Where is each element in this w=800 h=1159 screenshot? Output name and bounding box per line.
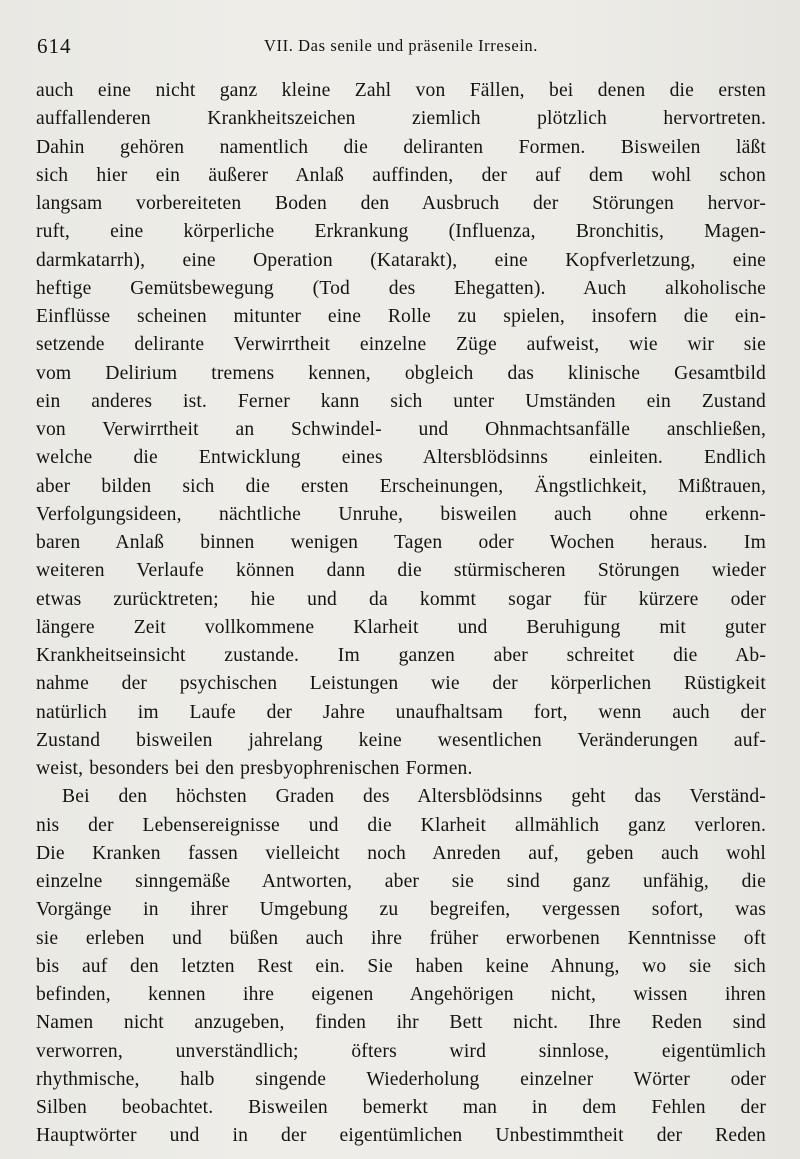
text-line: aber bilden sich die ersten Erscheinungen, Ängstlichkeit, Mißtrauen,	[36, 475, 766, 497]
text-line: bis auf den letzten Rest ein. Sie haben keine Ahnung, wo sie sich	[36, 955, 766, 977]
text-line: auch eine nicht ganz kleine Zahl von Fällen, bei denen die ersten	[36, 80, 766, 101]
text-line: Hauptwörter und in der eigentümlichen Unbestimmtheit der Reden	[36, 1125, 766, 1147]
text-line: Zustand bisweilen jahrelang keine wesentlichen Veränderungen auf-	[36, 729, 766, 751]
text-line: heftige Gemütsbewegung (Tod des Ehegatten). Auch alkoholische	[36, 277, 766, 299]
text-line: darmkatarrh), eine Operation (Katarakt), eine Kopfverletzung, eine	[36, 249, 766, 271]
text-line: auffallenderen Krankheitszeichen ziemlich plötzlich hervortreten.	[36, 108, 766, 130]
text-line: Verfolgungsideen, nächtliche Unruhe, bisweilen auch ohne erkenn-	[36, 503, 766, 525]
text-line: weiteren Verlaufe können dann die stürmischeren Störungen wieder	[36, 560, 766, 582]
text-line: nis der Lebensereignisse und die Klarheit allmählich ganz verloren.	[36, 814, 766, 836]
text-line: sich hier ein äußerer Anlaß auffinden, der auf dem wohl schon	[36, 164, 766, 186]
text-line: natürlich im Laufe der Jahre unaufhaltsam fort, wenn auch der	[36, 701, 766, 723]
text-line: von Verwirrtheit an Schwindel- und Ohnmachtsanfälle anschließen,	[36, 419, 766, 440]
text-line: weist, besonders bei den presbyophrenischen Formen.	[36, 758, 473, 779]
text-line: einzelne sinngemäße Antworten, aber sie sind ganz unfähig, die	[36, 871, 766, 892]
text-line: etwas zurücktreten; hie und da kommt sogar für kürzere oder	[36, 588, 766, 610]
text-line: nahme der psychischen Leistungen wie der körperlichen Rüstigkeit	[36, 673, 766, 695]
text-line: verworren, unverständlich; öfters wird sinnlose, eigentümlich	[36, 1040, 766, 1062]
text-line: Einflüsse scheinen mitunter eine Rolle zu spielen, insofern die ein-	[36, 306, 766, 327]
running-title: VII. Das senile und präsenile Irresein.	[263, 36, 539, 55]
text-line: sie erleben und büßen auch ihre früher erworbenen Kenntnisse oft	[36, 927, 766, 949]
text-line: Vorgänge in ihrer Umgebung zu begreifen, vergessen sofort, was	[36, 899, 766, 921]
text-line: Bei den höchsten Graden des Altersblödsinns geht das Verständ-	[62, 786, 766, 808]
text-line: Krankheitseinsicht zustande. Im ganzen aber schreitet die Ab-	[36, 645, 766, 666]
paragraph-2	[36, 783, 766, 1150]
page-header	[37, 34, 765, 58]
text-line: längere Zeit vollkommene Klarheit und Beruhigung mit guter	[36, 616, 766, 638]
text-line: Silben beobachtet. Bisweilen bemerkt man in dem Fehlen der	[36, 1097, 766, 1118]
text-line: Dahin gehören namentlich die deliranten Formen. Bisweilen läßt	[36, 136, 766, 158]
page-number: 614	[37, 34, 72, 58]
text-line: welche die Entwicklung eines Altersblödsinns einleiten. Endlich	[36, 447, 766, 469]
text-line: baren Anlaß binnen wenigen Tagen oder Wochen heraus. Im	[36, 532, 766, 553]
text-line: langsam vorbereiteten Boden den Ausbruch der Störungen hervor-	[36, 193, 766, 214]
text-line: Namen nicht anzugeben, finden ihr Bett nicht. Ihre Reden sind	[36, 1012, 766, 1034]
paragraph-1	[36, 77, 766, 783]
body-text	[36, 77, 766, 1151]
text-line: ruft, eine körperliche Erkrankung (Influenza, Bronchitis, Magen-	[36, 221, 766, 243]
text-line: befinden, kennen ihre eigenen Angehörigen nicht, wissen ihren	[36, 984, 766, 1005]
text-line: setzende delirante Verwirrtheit einzelne Züge aufweist, wie wir sie	[36, 334, 766, 356]
text-line: ein anderes ist. Ferner kann sich unter Umständen ein Zustand	[36, 390, 766, 412]
text-line: vom Delirium tremens kennen, obgleich das klinische Gesamtbild	[36, 362, 766, 384]
text-line: rhythmische, halb singende Wiederholung einzelner Wörter oder	[36, 1068, 766, 1090]
text-line: Die Kranken fassen vielleicht noch Anreden auf, geben auch wohl	[36, 842, 766, 864]
